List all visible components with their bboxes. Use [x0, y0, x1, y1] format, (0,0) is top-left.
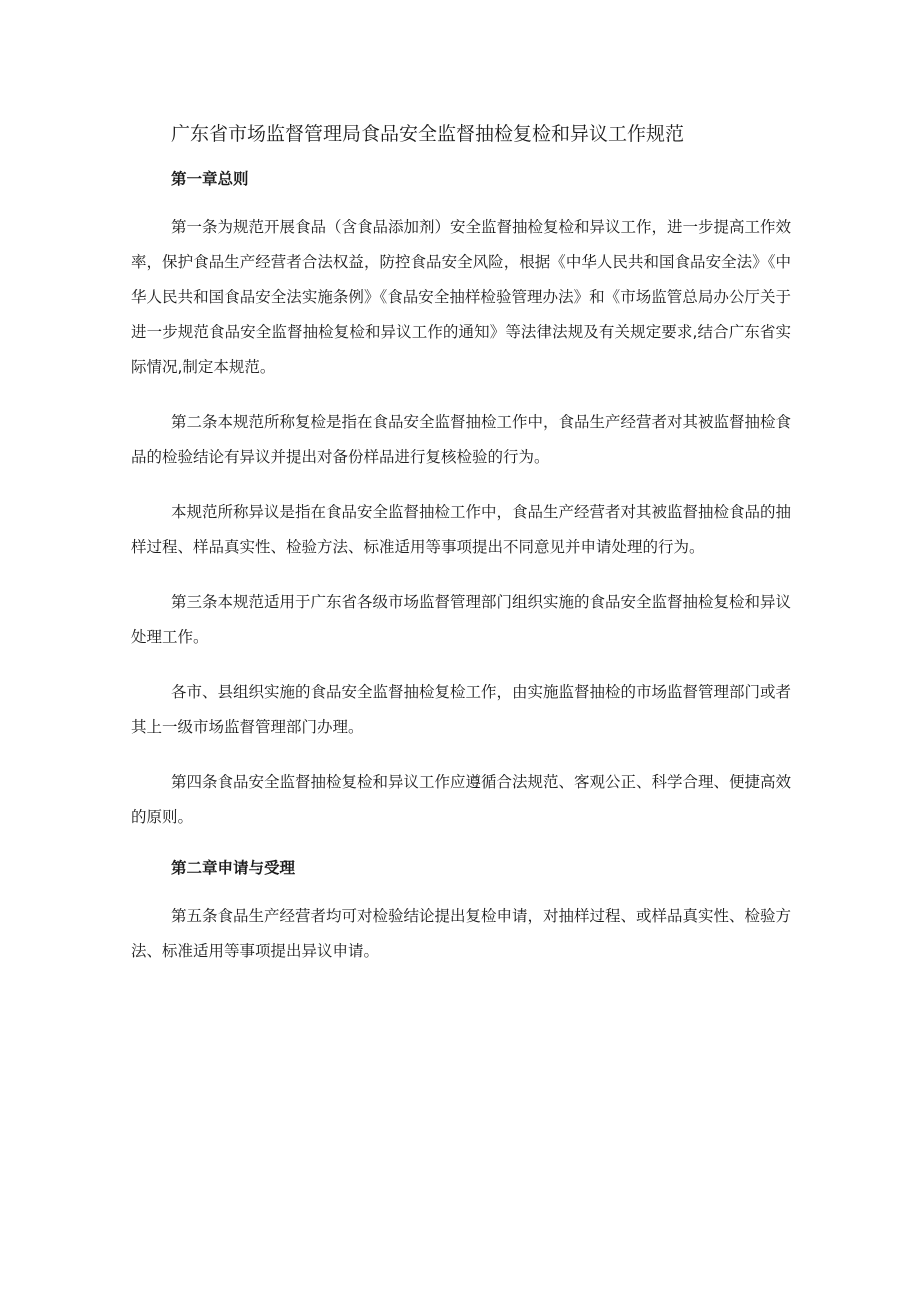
article-2-paragraph: 第二条本规范所称复检是指在食品安全监督抽检工作中，食品生产经营者对其被监督抽检食品的检验结论有异议并提出对备份样品进行复核检验的行为。 — [131, 413, 792, 466]
article-4-paragraph: 第四条食品安全监督抽检复检和异议工作应遵循合法规范、客观公正、科学合理、便捷高效的原则。 — [131, 773, 792, 826]
article-1-paragraph: 第一条为规范开展食品（含食品添加剂）安全监督抽检复检和异议工作，进一步提高工作效率，保护食品生产经营者合法权益，防控食品安全风险，根据《中华人民共和国食品安全法》《中华人民共和国食品安全法实施条例》《食品安全抽样检验管理办法》和《市场监管总局办公厅关于进一步规范食品安全监督抽检复检和异议工作的通知》等法律法规及有关规定要求,结合广东省实际情况,制定本规范。 — [131, 218, 792, 376]
article-5-paragraph: 第五条食品生产经营者均可对检验结论提出复检申请，对抽样过程、或样品真实性、检验方法、标准适用等事项提出异议申请。 — [131, 907, 792, 960]
article-3-paragraph: 第三条本规范适用于广东省各级市场监督管理部门组织实施的食品安全监督抽检复检和异议处理工作。 — [131, 593, 792, 646]
chapter-heading-2: 第二章申请与受理 — [171, 859, 296, 877]
document-page — [131, 118, 791, 969]
document-title: 广东省市场监督管理局食品安全监督抽检复检和异议工作规范 — [171, 123, 685, 145]
objection-definition-paragraph: 本规范所称异议是指在食品安全监督抽检工作中，食品生产经营者对其被监督抽检食品的抽样过程、样品真实性、检验方法、标准适用等事项提出不同意见并申请处理的行为。 — [131, 503, 792, 556]
city-county-paragraph: 各市、县组织实施的食品安全监督抽检复检工作，由实施监督抽检的市场监督管理部门或者其上一级市场监督管理部门办理。 — [131, 683, 792, 736]
chapter-heading-1: 第一章总则 — [171, 170, 249, 188]
